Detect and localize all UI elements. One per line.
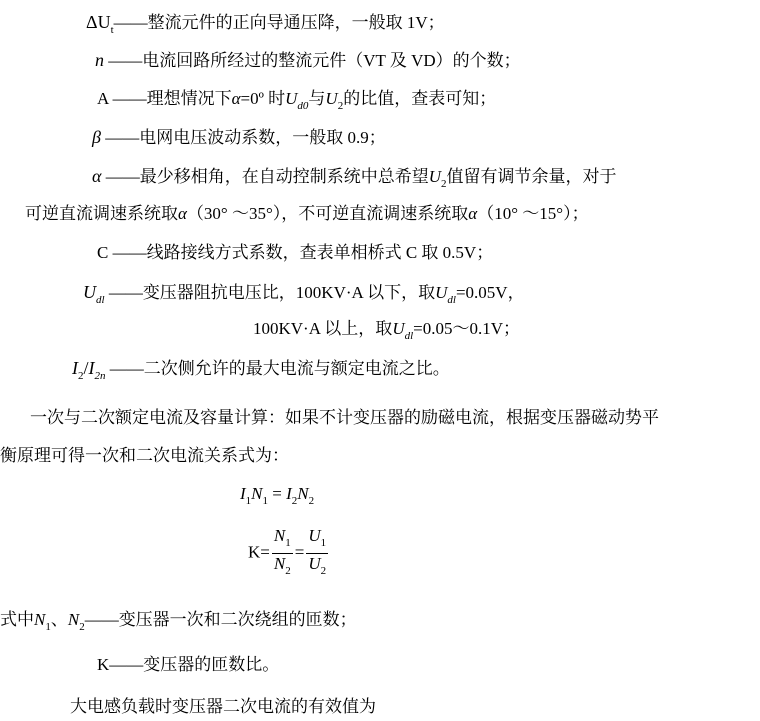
definition-text: （10° ～15°）； [477,204,589,223]
symbol: U [308,554,321,573]
symbol: U [308,526,321,545]
definition-text: 的比值，查表可知； [343,89,497,108]
subscript: t [110,24,114,36]
dash: —— [105,128,140,147]
u-symbol: U [428,167,441,186]
definition-text: 理想情况下 [146,89,232,108]
fraction-n [272,526,293,581]
subscript: 1 [262,495,269,507]
dash: —— [109,359,144,378]
subscript: 2 [440,178,447,190]
definition-text: ——变压器的匝数比。 [109,655,280,674]
subscript: d0 [297,100,309,112]
def-alpha [92,165,616,195]
u-symbol: U [285,89,298,108]
equals: = [272,484,282,503]
definition-text: 二次侧允许的最大电流与额定电流之比。 [143,359,450,378]
subscript: dl [96,294,105,306]
paragraph-line-1: 一次与二次额定电流及容量计算：如果不计变压器的励磁电流，根据变压器磁动势平 [30,408,659,427]
slash: / [83,358,89,378]
symbol: β [92,127,101,147]
definition-text: 值留有调节余量，对于 [446,167,617,186]
dash: —— [105,167,140,186]
definition-text: （30° ～35°），不可逆直流调速系统取 [186,204,469,223]
subscript: 1 [245,495,252,507]
alpha-symbol: α [231,89,241,108]
definition-text: 电网电压波动系数，一般取 0.9； [139,128,386,147]
definition-text: =0º 时 [240,89,286,108]
symbol: ΔU [86,12,111,32]
formula-turns-ratio [248,526,330,581]
definition-text: 100KV·A 以上，取 [253,319,393,338]
subscript: 2 [78,370,84,382]
alpha-symbol: α [178,204,187,223]
dash: —— [113,13,148,32]
formula-current-relation [240,483,314,512]
text: 式中 [0,610,34,629]
where-clause [0,609,357,638]
subscript: 2n [94,370,106,382]
symbol: n [95,50,104,70]
alpha-symbol: α [468,204,478,223]
last-line: 大电感负载时变压器二次电流的有效值为 [70,697,376,716]
def-alpha-cont [25,203,589,225]
paragraph-line-2: 衡原理可得一次和二次电流关系式为： [0,446,289,465]
u-symbol: U [325,89,338,108]
definition-text: 线路接线方式系数，查表单相桥式 C 取 0.5V； [146,243,494,262]
def-i2-ratio [72,357,450,387]
u-symbol: U [435,283,448,302]
dash: —— [108,283,143,302]
definition-text: ——变压器一次和二次绕组的匝数； [84,610,357,629]
subscript: 2 [308,495,315,507]
def-udl [83,281,525,311]
symbol: K [97,655,110,674]
dash: —— [108,51,143,70]
symbol: I [286,484,292,503]
symbol: I [240,484,246,503]
symbol: N [34,610,46,629]
symbol: I [88,358,95,378]
symbol: N [273,526,286,545]
subscript: 2 [337,100,344,112]
subscript: dl [404,330,414,342]
subscript: 1 [320,537,327,549]
definition-text: 变压器阻抗电压比，100KV·A 以下，取 [142,283,436,302]
u-symbol: U [392,319,405,338]
dash: —— [112,243,147,262]
symbol: C [97,243,109,262]
k-label: K= [248,542,270,562]
symbol: U [83,282,96,302]
symbol: N [251,484,263,503]
definition-text: 可逆直流调速系统取 [25,204,178,223]
def-k [97,654,279,676]
symbol: N [67,610,80,629]
definition-text: =0.05～0.1V； [413,319,521,338]
definition-text: 整流元件的正向导通压降，一般取 1V； [147,13,445,32]
fraction-u [306,526,328,581]
def-n [95,49,521,72]
symbol: I [72,358,78,378]
subscript: 1 [45,621,51,633]
subscript: 2 [291,495,298,507]
subscript: 2 [79,621,85,633]
definition-text: =0.05V， [455,283,525,302]
subscript: 1 [285,537,291,549]
subscript: 2 [285,565,291,577]
def-c [97,242,493,264]
def-beta [92,126,386,149]
definition-text: 电流回路所经过的整流元件（VT 及 VD）的个数； [142,51,521,70]
symbol: N [297,484,309,503]
subscript: dl [447,294,456,306]
def-delta-ut [86,11,445,41]
symbol: A [97,89,109,108]
equals: = [294,542,305,562]
def-udl-cont [253,318,520,347]
symbol: α [92,166,102,186]
definition-text: 与 [308,89,326,108]
symbol: N [273,554,286,573]
def-a [97,88,496,117]
definition-text: 最少移相角，在自动控制系统中总希望 [139,167,429,186]
subscript: 2 [320,565,327,577]
dash: —— [112,89,147,108]
separator: 、 [50,610,68,629]
